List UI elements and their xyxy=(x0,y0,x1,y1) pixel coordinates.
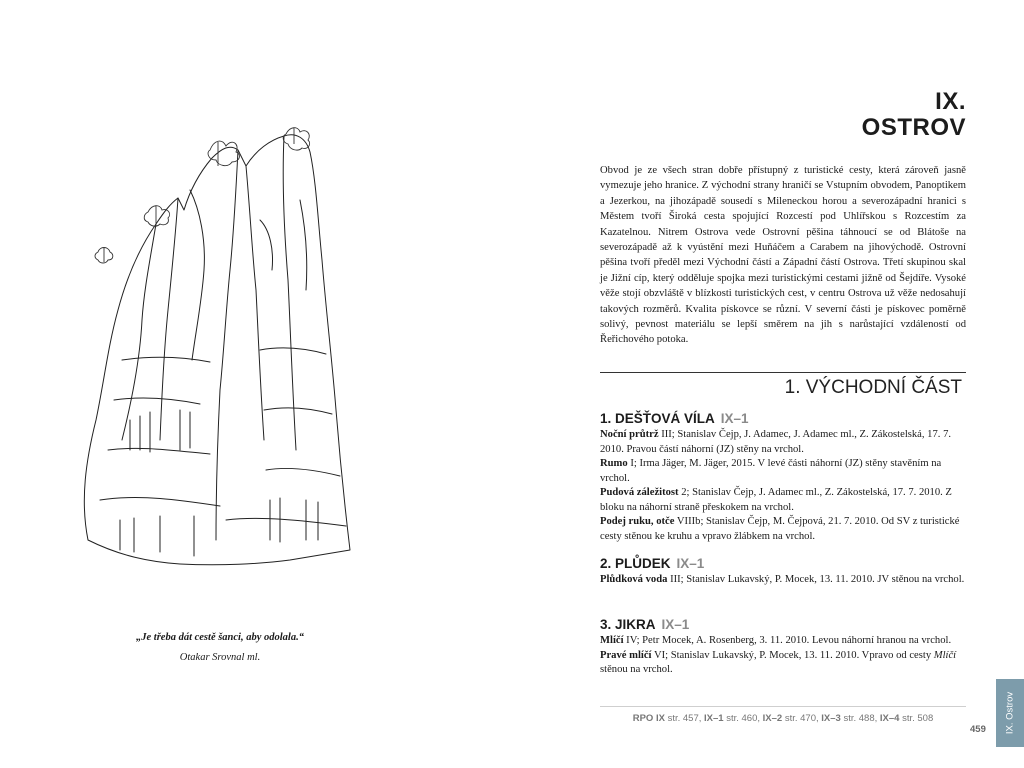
crossref-page: str. 470, xyxy=(782,713,822,724)
route-entry xyxy=(600,428,968,457)
route-name: Rumo xyxy=(600,458,628,469)
sector-heading xyxy=(600,617,968,632)
section-title: 1. VÝCHODNÍ ČÁST xyxy=(784,377,962,398)
route-description: I; Irma Jäger, M. Jäger, 2015. V levé části náhorní (JZ) stěny stavěním na vrchol. xyxy=(600,458,942,484)
section-divider xyxy=(600,372,966,373)
crossref-label: IX–1 xyxy=(704,713,724,724)
crossref-page: str. 488, xyxy=(840,713,880,724)
route-name: Plůdková voda xyxy=(600,574,668,585)
sector-code: IX–1 xyxy=(661,617,690,632)
crossref-page: str. 460, xyxy=(723,713,763,724)
chapter-number: IX. xyxy=(935,88,966,115)
sector-code: IX–1 xyxy=(676,556,705,571)
crossref-page: str. 508 xyxy=(899,713,934,724)
crossref-label: IX–4 xyxy=(879,713,900,724)
crossref-label: IX–2 xyxy=(762,713,783,724)
sector-name: 3. JIKRA xyxy=(600,617,656,632)
route-name: Pudová záležitost xyxy=(600,487,679,498)
epigraph-quote: „Je třeba dát cestě šanci, aby odolala.“ xyxy=(136,632,304,643)
route-entry xyxy=(600,457,968,486)
crossref-label: RPO IX xyxy=(632,713,665,724)
route-name: Noční průtrž xyxy=(600,429,659,440)
epigraph-author: Otakar Srovnal ml. xyxy=(179,652,261,663)
route-name: Pravé mlíčí xyxy=(600,649,652,661)
sector-heading xyxy=(600,556,968,571)
route-description: IV; Petr Mocek, A. Rosenberg, 3. 11. 2010. Levou náhorní hranou na vrchol. xyxy=(623,635,952,646)
route-reference: Mlíčí xyxy=(933,649,957,661)
route-description: VI; Stanislav Lukavský, P. Mocek, 13. 11. 2010. Vpravo od cesty xyxy=(651,649,934,661)
route-entry xyxy=(600,486,968,515)
page-number: 459 xyxy=(970,724,986,735)
rock-tower-illustration xyxy=(60,120,380,580)
route-description-end: stěnou na vrchol. xyxy=(600,664,673,675)
route-entry xyxy=(600,649,968,678)
crossref-line xyxy=(600,713,966,724)
chapter-side-tab-label: IX. Ostrov xyxy=(1004,691,1016,735)
sector-code: IX–1 xyxy=(720,411,749,426)
route-entry xyxy=(600,515,968,544)
sector-name: 1. DEŠŤOVÁ VÍLA xyxy=(600,411,715,426)
route-name: Mlíčí xyxy=(600,635,624,646)
sector-jikra xyxy=(600,617,968,678)
crossref-label: IX–3 xyxy=(821,713,841,724)
route-name: Podej ruku, otče xyxy=(600,516,675,527)
intro-paragraph: Obvod je ze všech stran dobře přístupný z turistické cesty, která zároveň jasně vymezuje jeho hranice. Z východní strany hraničí se Vstupním obvodem, Panoptikem a Jezerkou, na jihozápadě sousedí s Mileneckou horou a severozápadní hranici s Městem tvoří Široká cesta spojující Rozcestí pod Uhlířskou s Rozcestím za Kazatelnou. Nitrem Ostrova vede Ostrovní pěšina táhnoucí se od Blátoše na severozápadě až k vyústění mezi Huňáčem a Carabem na jihovýchodě. Ostrovní pěšina tvoří předěl mezi Východní částí a Západní částí Ostrova. Třetí skupinou skal je Jižní cíp, který odděluje spojka mezi turistickými cestami jižně od Šejdíře. Vysoké věže stojí obzvláště v blízkosti turistických cest, v centru Ostrova už věže nedosahují takových rozměrů. Kvalita pískovce se různí. V severní části je pískovec poměrně solivý, pevnost materiálu se lepší směrem na jih s narůstající vzdáleností od Řeřichového potoka. xyxy=(600,165,966,346)
route-description: III; Stanislav Čejp, J. Adamec, J. Adamec ml., Z. Zákostelská, 17. 7. 2010. Pravou částí náhorní (JZ) stěny na vrchol. xyxy=(600,429,952,455)
epigraph xyxy=(110,632,330,663)
route-description: VIIIb; Stanislav Čejp, M. Čejpová, 21. 7. 2010. Od SV z turistické cesty stěnou ke kruhu a vpravo žlábkem na vrchol. xyxy=(600,516,960,542)
chapter-title: OSTROV xyxy=(861,114,966,141)
crossref-page: str. 457, xyxy=(664,713,705,724)
route-description: 2; Stanislav Čejp, J. Adamec ml., Z. Zákostelská, 17. 7. 2010. Z bloku na náhorní straně přeskokem na vrchol. xyxy=(600,487,952,513)
route-entry xyxy=(600,634,968,649)
sector-heading xyxy=(600,411,968,426)
footer-divider xyxy=(600,706,966,707)
sector-pludek xyxy=(600,556,968,588)
sector-destova-vila xyxy=(600,411,968,544)
route-description: III; Stanislav Lukavský, P. Mocek, 13. 11. 2010. JV stěnou na vrchol. xyxy=(667,574,965,585)
route-entry xyxy=(600,573,968,588)
sector-name: 2. PLŮDEK xyxy=(600,556,671,571)
chapter-side-tab xyxy=(996,679,1024,747)
